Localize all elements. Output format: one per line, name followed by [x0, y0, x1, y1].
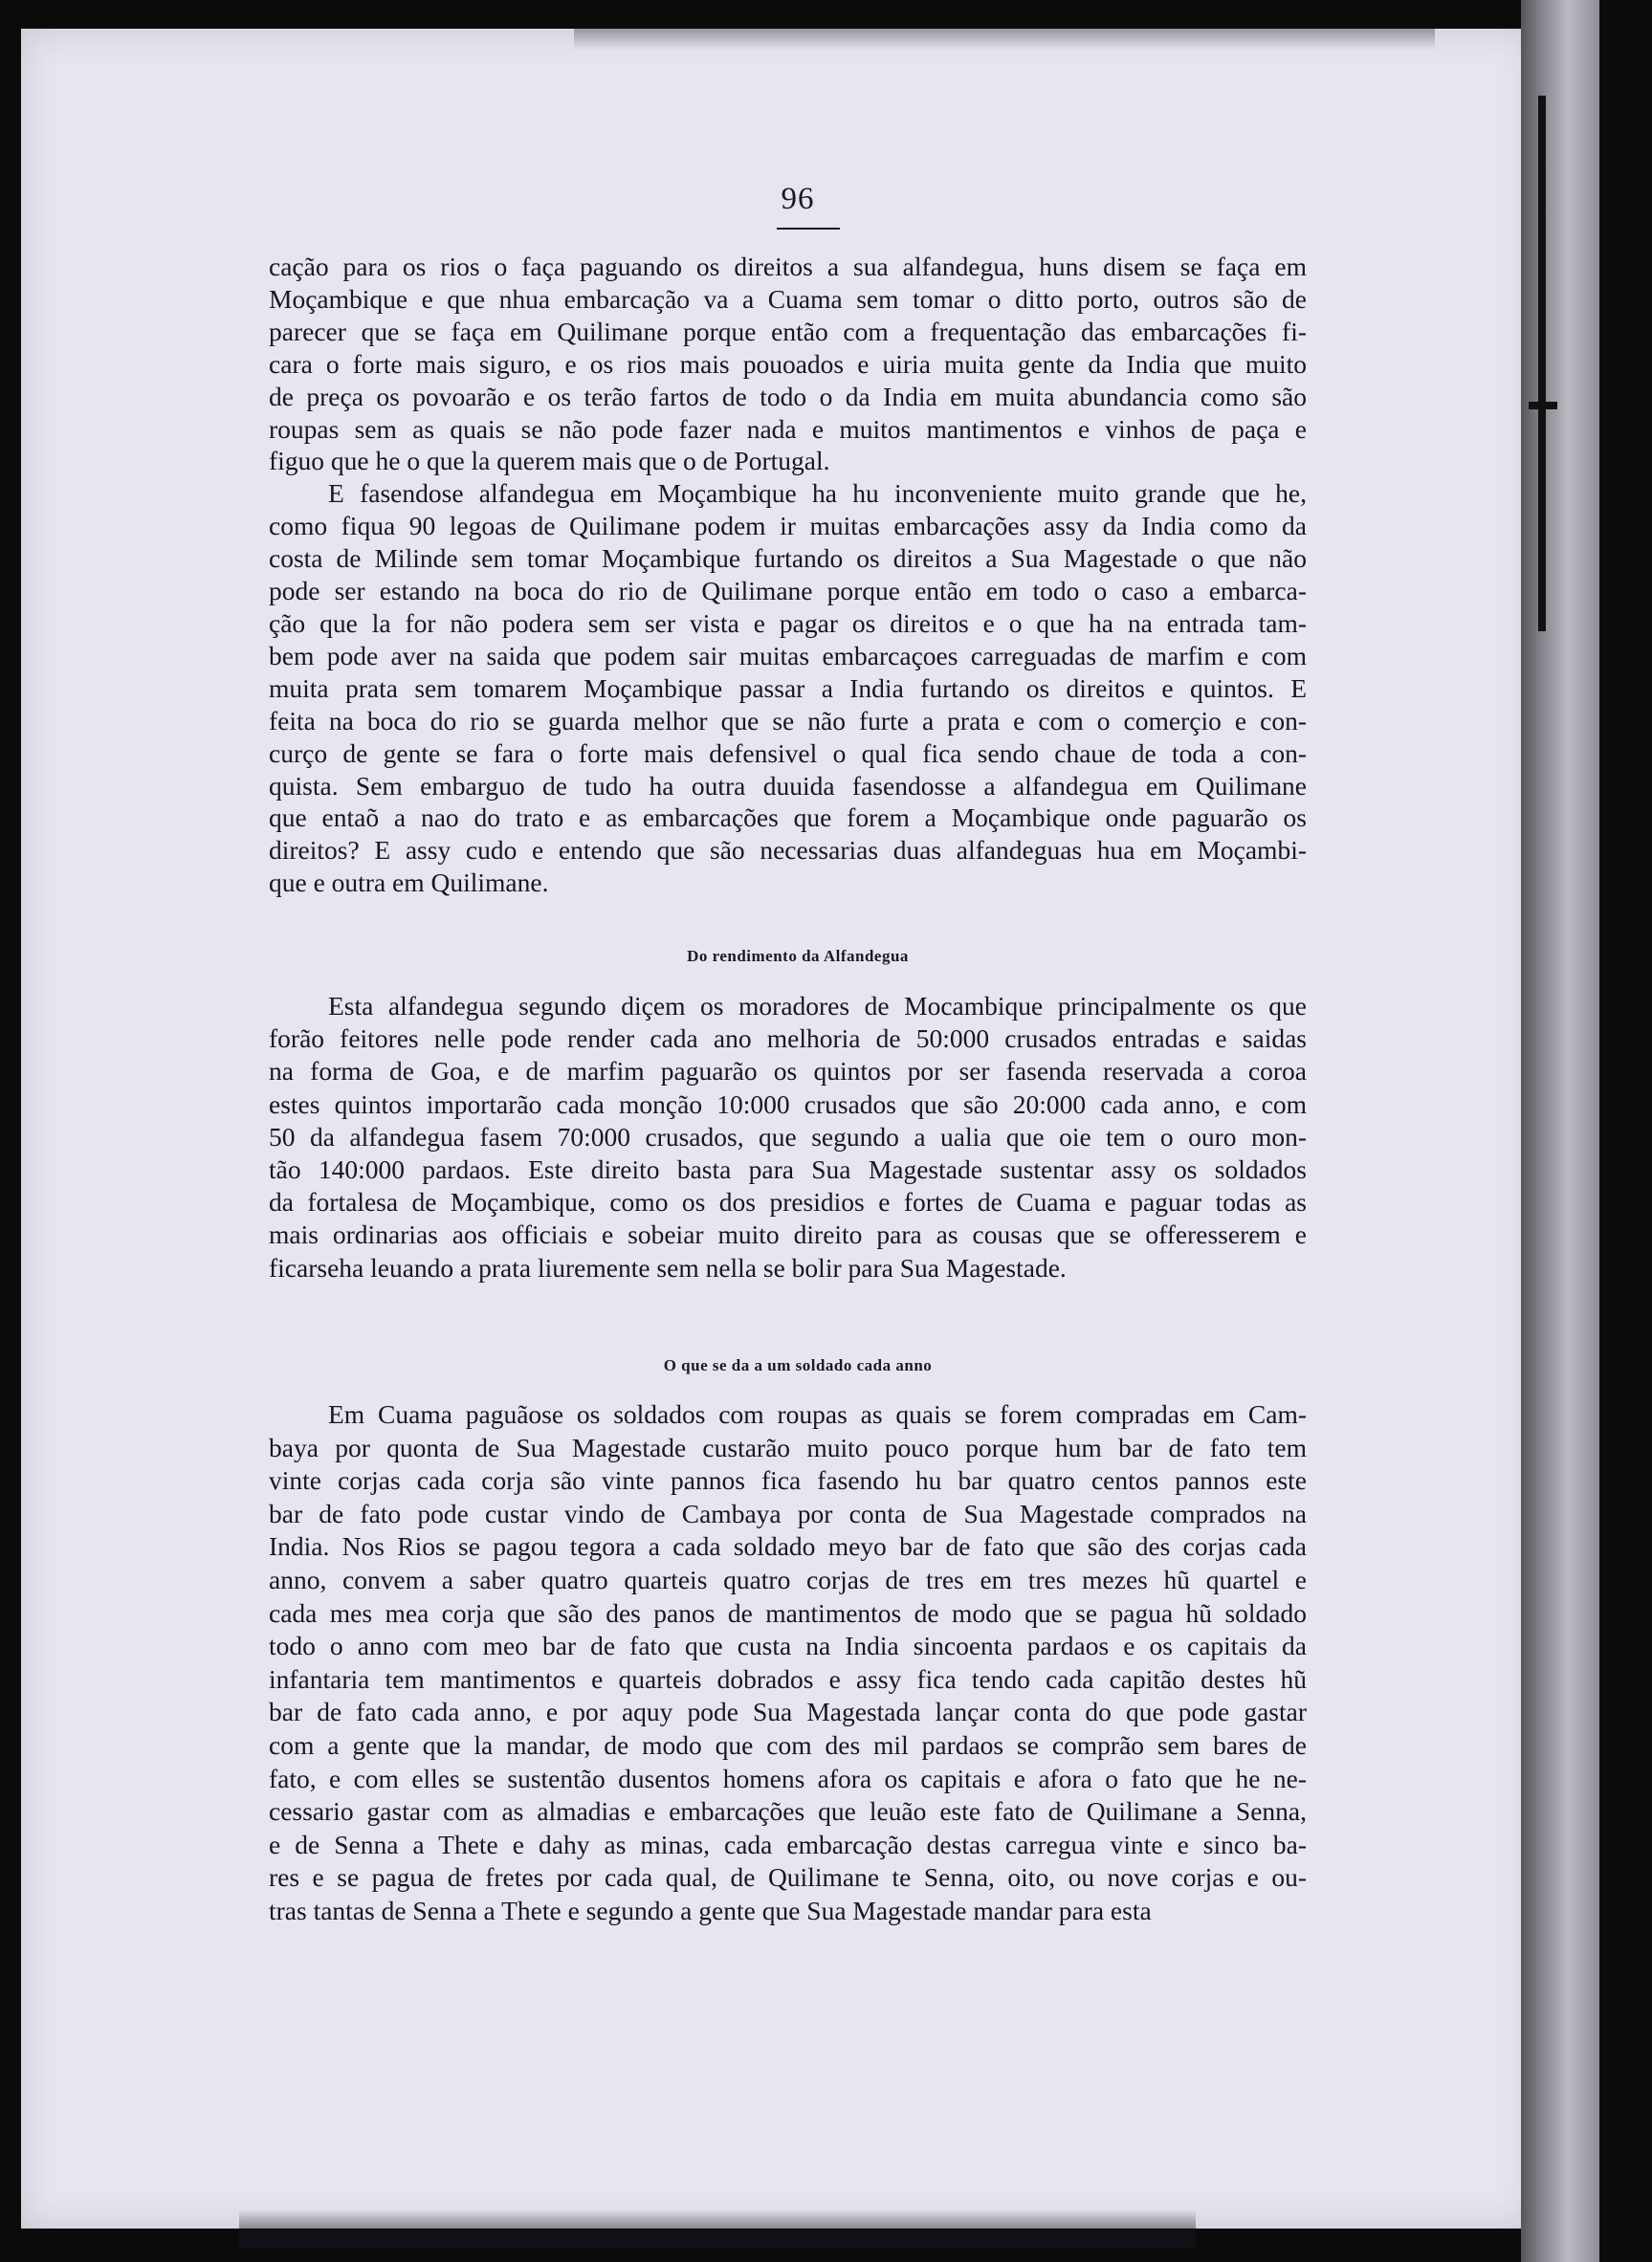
text-line: anno, convem a saber quatro quarteis quatro corjas de tres em tres mezes hũ quartel e [269, 1564, 1307, 1594]
scan-smudge-top [574, 29, 1435, 50]
text-line: 50 da alfandegua fasem 70:000 crusados, que segundo a ualia que oie tem o ouro mon- [269, 1121, 1307, 1152]
text-line: parecer que se faça em Quilimane porque então com a frequentação das embarcações fi- [269, 316, 1307, 346]
text-line: India. Nos Rios se pagou tegora a cada soldado meyo bar de fato que são des corjas cada [269, 1531, 1307, 1562]
text-line: figuo que he o que la querem mais que o de Portugal. [269, 446, 830, 476]
text-line: estes quintos importarão cada monção 10:000 crusados que são 20:000 cada anno, e com [269, 1088, 1307, 1119]
text-line: bar de fato cada anno, e por aquy pode Sua Magestada lançar conta do que pode gastar [269, 1697, 1307, 1727]
text-line: que e outra em Quilimane. [269, 867, 549, 898]
text-line: tão 140:000 pardaos. Este direito basta para Sua Magestade sustentar assy os soldados [269, 1154, 1307, 1185]
binding-mark [1538, 96, 1546, 631]
text-line: e de Senna a Thete e dahy as minas, cada embarcação destas carregua vinte e sinco ba- [269, 1829, 1307, 1859]
text-line: feita na boca do rio se guarda melhor que se não furte a prata e com o comerçio e con- [269, 705, 1307, 736]
binding-edge [1521, 0, 1599, 2262]
paragraph-block-3 [269, 1398, 1307, 1928]
text-line: mais ordinarias aos officiais e sobeiar muito direito para as cousas que se offeresserem e [269, 1219, 1307, 1250]
text-line: bar de fato pode custar vindo de Cambaya por conta de Sua Magestade comprados na [269, 1498, 1307, 1528]
section-heading-rendimento: Do rendimento da Alfandegua [687, 947, 909, 965]
text-line: E fasendose alfandegua em Moçambique ha hu inconveniente muito grande que he, [328, 478, 1307, 509]
text-line: de preça os povoarão e os terão fartos de todo o da India em muita abundancia como são [269, 381, 1307, 411]
text-line: muita prata sem tomarem Moçambique passar a India furtando os direitos e quintos. E [269, 672, 1307, 703]
text-line: quista. Sem embarguo de tudo ha outra duuida fasendosse a alfandegua em Quilimane [269, 770, 1307, 801]
text-line: tras tantas de Senna a Thete e segundo a gente que Sua Magestade mandar para esta [269, 1895, 1152, 1925]
text-line: na forma de Goa, e de marfim paguarão os quintos por ser fasenda reservada a coroa [269, 1056, 1307, 1087]
text-line: da fortalesa de Moçambique, como os dos presidios e fortes de Cuama e paguar todas as [269, 1187, 1307, 1218]
section-heading-soldado: O que se da a um soldado cada anno [663, 1356, 933, 1374]
text-line: roupas sem as quais se não pode fazer nada e muitos mantimentos e vinhos de paça e [269, 413, 1307, 444]
scan-smudge-bottom [239, 2209, 1196, 2248]
text-line: todo o anno com meo bar de fato que custa na India sincoenta pardaos e os capitais da [269, 1631, 1307, 1661]
text-line: infantaria tem mantimentos e quarteis dobrados e assy fica tendo cada capitão destes hũ [269, 1663, 1307, 1694]
page-number: 96 [781, 182, 815, 216]
text-line: cação para os rios o faça paguando os direitos a sua alfandegua, huns disem se faça em [269, 252, 1307, 281]
text-line: curço de gente se fara o forte mais defensivel o qual fica sendo chaue de toda a con- [269, 737, 1307, 768]
binding-notch [1529, 402, 1557, 409]
page-number-rule [777, 228, 840, 230]
text-line: fato, e com elles se sustentão dusentos homens afora os capitais e afora o fato que he ne- [269, 1763, 1307, 1793]
text-line: costa de Milinde sem tomar Moçambique furtando os direitos a Sua Magestade o que não [269, 543, 1307, 574]
text-line: que entaõ a nao do trato e as embarcações que forem a Moçambique onde paguarão os [269, 802, 1307, 833]
text-line: cessario gastar com as almadias e embarcações que leuão este fato de Quilimane a Senna, [269, 1796, 1307, 1827]
text-line: ficarseha leuando a prata liuremente sem nella se bolir para Sua Magestade. [269, 1252, 1067, 1283]
text-line: com a gente que la mandar, de modo que com des mil pardaos se comprão sem bares de [269, 1729, 1307, 1760]
text-line: Esta alfandegua segundo diçem os moradores de Mocambique principalmente os que [328, 991, 1307, 1021]
text-line: direitos? E assy cudo e entendo que são necessarias duas alfandeguas hua em Moçambi- [269, 835, 1307, 866]
paragraph-block-1 [269, 251, 1307, 899]
text-line: cada mes mea corja que são des panos de mantimentos de modo que se pagua hũ soldado [269, 1597, 1307, 1628]
text-line: Em Cuama paguãose os soldados com roupas as quais se forem compradas em Cam- [328, 1399, 1307, 1429]
text-line: pode ser estando na boca do rio de Quilimane porque então em todo o caso a embarca- [269, 576, 1307, 606]
text-line: forão feitores nelle pode render cada ano melhoria de 50:000 crusados entradas e saidas [269, 1023, 1307, 1054]
text-line: cara o forte mais siguro, e os rios mais pouoados e uiria muita gente da India que muito [269, 348, 1307, 379]
text-line: vinte corjas cada corja são vinte pannos fica fasendo hu bar quatro centos pannos este [269, 1465, 1307, 1496]
text-line: ção que la for não podera sem ser vista e pagar os direitos e o que ha na entrada tam- [269, 607, 1307, 638]
paragraph-block-2 [269, 990, 1307, 1285]
text-line: como fiqua 90 legoas de Quilimane podem ir muitas embarcações assy da India como da [269, 511, 1307, 541]
text-line: bem pode aver na saida que podem sair muitas embarcaçoes carreguadas de marfim e com [269, 640, 1307, 670]
text-line: baya por quonta de Sua Magestade custarão muito pouco porque hum bar de fato tem [269, 1432, 1307, 1462]
text-line: Moçambique e que nhua embarcação va a Cuama sem tomar o ditto porto, outros são de [269, 283, 1307, 314]
text-line: res e se pagua de fretes por cada qual, de Quilimane te Senna, oito, ou nove corjas e ou- [269, 1862, 1307, 1893]
scan-border-right [1599, 0, 1652, 2262]
